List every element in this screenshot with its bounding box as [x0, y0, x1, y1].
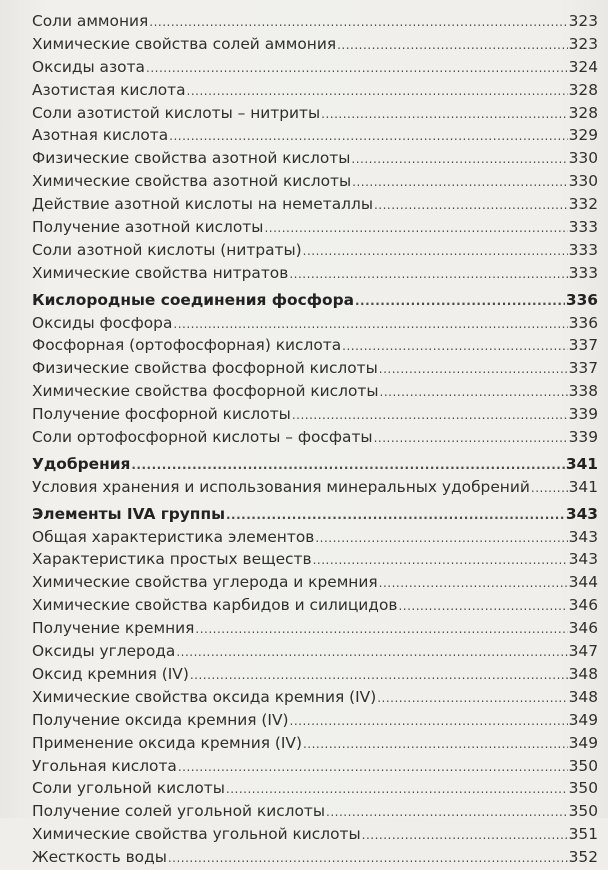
leader-dots — [195, 618, 567, 641]
leader-dots — [379, 572, 568, 595]
toc-entry — [32, 403, 598, 426]
leader-dots — [226, 504, 565, 527]
toc-entry — [32, 548, 598, 571]
toc-page-number: 350 — [568, 756, 598, 775]
toc-page-number: 351 — [568, 825, 598, 844]
toc-title: Применение оксида кремния (IV) — [32, 733, 302, 752]
toc-entry — [32, 823, 598, 846]
toc-entry — [32, 239, 598, 262]
leader-dots — [303, 733, 568, 756]
toc-page-number: 333 — [568, 263, 598, 282]
toc-title: Характеристика простых веществ — [32, 550, 312, 569]
leader-dots — [149, 11, 567, 34]
leader-dots — [374, 427, 568, 450]
toc-title: Физические свойства азотной кислоты — [32, 149, 351, 168]
leader-dots — [303, 240, 568, 263]
toc-title: Получение солей угольной кислоты — [32, 802, 326, 821]
toc-entry — [32, 777, 598, 800]
toc-title: Физические свойства фосфорной кислоты — [32, 359, 378, 378]
leader-dots — [337, 34, 568, 57]
leader-dots — [190, 664, 568, 687]
toc-entry — [32, 262, 598, 285]
leader-dots — [173, 313, 567, 336]
toc-title: Химические свойства карбидов и силицидов — [32, 596, 398, 615]
toc-entry — [32, 79, 598, 102]
toc-entry — [32, 571, 598, 594]
toc-page-number: 337 — [568, 359, 598, 378]
toc-title: Соли угольной кислоты — [32, 779, 225, 798]
leader-dots — [321, 103, 567, 126]
toc-entry — [32, 686, 598, 709]
toc-title: Удобрения — [32, 454, 131, 473]
toc-title: Соли ортофосфорной кислоты – фосфаты — [32, 428, 373, 447]
toc-page-number: 346 — [568, 619, 598, 638]
toc-page-number: 323 — [568, 34, 598, 53]
toc-entry — [32, 124, 598, 147]
toc-title: Химические свойства нитратов — [32, 263, 289, 282]
toc-entry — [32, 357, 598, 380]
toc-title: Жесткость воды — [32, 848, 167, 867]
leader-dots — [379, 358, 568, 381]
toc-title: Оксиды фосфора — [32, 313, 173, 332]
toc-page-number: 323 — [568, 12, 598, 30]
toc-page-number: 343 — [565, 504, 598, 523]
leader-dots — [290, 710, 568, 733]
leader-dots — [187, 80, 568, 103]
toc-page-number: 341 — [568, 477, 598, 496]
toc-title: Угольная кислота — [32, 756, 177, 775]
toc-title: Химические свойства азотной кислоты — [32, 172, 352, 191]
leader-dots — [362, 824, 568, 847]
toc-page-number: 350 — [568, 802, 598, 821]
toc-page-number: 332 — [568, 195, 598, 214]
toc-section-heading — [32, 289, 598, 312]
toc-page-number: 350 — [568, 779, 598, 798]
toc-page-number: 349 — [568, 710, 598, 729]
leader-dots — [315, 527, 567, 550]
toc-title: Соли азотистой кислоты – нитриты — [32, 103, 321, 122]
toc-page-number: 339 — [568, 428, 598, 447]
leader-dots — [131, 454, 564, 477]
toc-title: Действие азотной кислоты на неметаллы — [32, 195, 373, 214]
leader-dots — [531, 477, 568, 500]
toc-entry — [32, 56, 598, 79]
toc-title: Фосфорная (ортофосфорная) кислота — [32, 336, 342, 355]
toc-title: Получение кремния — [32, 619, 195, 638]
toc-page-number: 324 — [568, 57, 598, 76]
toc-entry — [32, 617, 598, 640]
toc-page-number: 348 — [568, 687, 598, 706]
toc-entry — [32, 755, 598, 778]
toc-title: Оксиды углерода — [32, 642, 176, 661]
toc-entry — [32, 732, 598, 755]
toc-entry — [32, 147, 598, 170]
leader-dots — [351, 148, 567, 171]
toc-entry — [32, 640, 598, 663]
toc-entry — [32, 594, 598, 617]
toc-entry — [32, 312, 598, 335]
leader-dots — [168, 847, 568, 870]
toc-page-number: 333 — [568, 218, 598, 237]
toc-page-number: 329 — [568, 126, 598, 145]
leader-dots — [178, 756, 568, 779]
leader-dots — [374, 194, 568, 217]
toc-title: Соли аммония — [32, 12, 149, 30]
toc-title: Получение азотной кислоты — [32, 218, 264, 237]
toc-page-number: 343 — [568, 550, 598, 569]
toc-section-heading — [32, 453, 598, 476]
toc-entry — [32, 800, 598, 823]
toc-entry — [32, 846, 598, 869]
toc-page-number: 347 — [568, 642, 598, 661]
toc-entry — [32, 193, 598, 216]
toc-section-heading — [32, 503, 598, 526]
leader-dots — [292, 404, 568, 427]
toc-page-number: 337 — [568, 336, 598, 355]
toc-title: Химические свойства оксида кремния (IV) — [32, 687, 377, 706]
toc-title: Общая характеристика элементов — [32, 527, 315, 546]
toc-page-number: 341 — [565, 454, 598, 473]
leader-dots — [380, 381, 568, 404]
toc-page-number: 328 — [568, 80, 598, 99]
toc-entry — [32, 10, 598, 33]
toc-page-number: 349 — [568, 733, 598, 752]
leader-dots — [176, 641, 567, 664]
toc-title: Соли азотной кислоты (нитраты) — [32, 240, 302, 259]
toc-title: Кислородные соединения фосфора — [32, 290, 354, 309]
leader-dots — [326, 801, 568, 824]
toc-title: Химические свойства солей аммония — [32, 34, 337, 53]
leader-dots — [226, 778, 568, 801]
toc-title: Оксид кремния (IV) — [32, 664, 189, 683]
toc-page-number: 336 — [568, 313, 598, 332]
toc-page-number: 328 — [568, 103, 598, 122]
toc-title: Получение оксида кремния (IV) — [32, 710, 289, 729]
leader-dots — [377, 687, 567, 710]
toc-title: Химические свойства углерода и кремния — [32, 573, 378, 592]
toc-page-number: 330 — [568, 172, 598, 191]
toc-title: Оксиды азота — [32, 57, 145, 76]
toc-page-number: 338 — [568, 382, 598, 401]
toc-entry — [32, 33, 598, 56]
leader-dots — [313, 549, 568, 572]
leader-dots — [264, 217, 567, 240]
toc-page-number: 344 — [568, 573, 598, 592]
toc-title: Химические свойства фосфорной кислоты — [32, 382, 379, 401]
toc-page-number: 333 — [568, 240, 598, 259]
toc-entry — [32, 663, 598, 686]
toc-entry — [32, 380, 598, 403]
toc-page-number: 346 — [568, 596, 598, 615]
leader-dots — [289, 263, 567, 286]
toc-page-number: 343 — [568, 527, 598, 546]
toc-title: Элементы IVA группы — [32, 504, 225, 523]
leader-dots — [398, 595, 567, 618]
toc-title: Азотная кислота — [32, 126, 169, 145]
toc-page-number: 339 — [568, 405, 598, 424]
toc-page-number: 352 — [568, 848, 598, 867]
toc-entry — [32, 526, 598, 549]
toc-entry — [32, 476, 598, 499]
leader-dots — [342, 335, 567, 358]
leader-dots — [352, 171, 567, 194]
leader-dots — [355, 290, 565, 313]
leader-dots — [146, 57, 568, 80]
toc-page-number: 330 — [568, 149, 598, 168]
toc-page-number: 336 — [565, 290, 598, 309]
toc-title: Азотистая кислота — [32, 80, 186, 99]
toc-entry — [32, 102, 598, 125]
toc-page-number: 348 — [568, 664, 598, 683]
toc-title: Условия хранения и использования минеральных удобрений — [32, 477, 530, 496]
toc-entry — [32, 216, 598, 239]
toc-title: Химические свойства угольной кислоты — [32, 825, 361, 844]
leader-dots — [169, 125, 567, 148]
toc-entry — [32, 426, 598, 449]
toc-entry — [32, 170, 598, 193]
toc-entry — [32, 334, 598, 357]
toc-title: Получение фосфорной кислоты — [32, 405, 291, 424]
toc-entry — [32, 709, 598, 732]
